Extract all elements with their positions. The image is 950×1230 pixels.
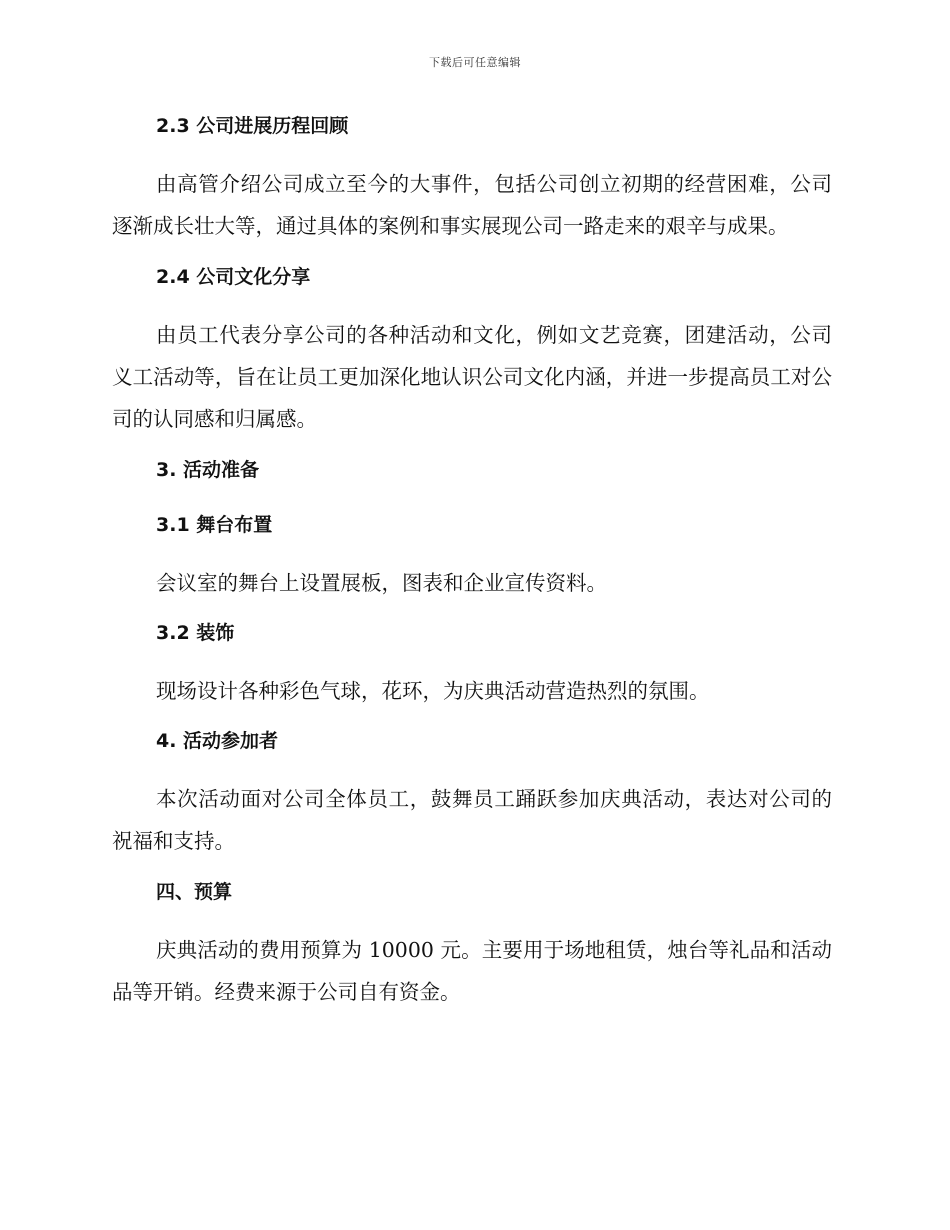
paragraph-participants: 本次活动面对公司全体员工，鼓舞员工踊跃参加庆典活动，表达对公司的祝福和支持。	[112, 787, 832, 853]
heading-3: 3. 活动准备	[156, 459, 260, 481]
heading-3-2: 3.2 装饰	[156, 622, 235, 644]
document-body	[112, 108, 832, 1025]
paragraph-budget: 庆典活动的费用预算为 10000 元。主要用于场地租赁，烛台等礼品和活动品等开销。经费来源于公司自有资金。	[112, 938, 832, 1004]
heading-3-1: 3.1 舞台布置	[156, 514, 273, 536]
heading-2-3: 2.3 公司进展历程回顾	[156, 115, 349, 137]
page-header-note: 下载后可任意编辑	[429, 56, 521, 69]
heading-budget: 四、预算	[156, 881, 233, 903]
paragraph-history: 由高管介绍公司成立至今的大事件，包括公司创立初期的经营困难，公司逐渐成长壮大等，通过具体的案例和事实展现公司一路走来的艰辛与成果。	[112, 172, 832, 238]
heading-2-4: 2.4 公司文化分享	[156, 266, 311, 288]
heading-4: 4. 活动参加者	[156, 730, 279, 752]
paragraph-decoration: 现场设计各种彩色气球，花环，为庆典活动营造热烈的氛围。	[156, 679, 710, 703]
paragraph-culture: 由员工代表分享公司的各种活动和文化，例如文艺竞赛，团建活动，公司义工活动等，旨在让员工更加深化地认识公司文化内涵，并进一步提高员工对公司的认同感和归属感。	[112, 323, 832, 431]
paragraph-stage: 会议室的舞台上设置展板，图表和企业宣传资料。	[156, 571, 607, 595]
